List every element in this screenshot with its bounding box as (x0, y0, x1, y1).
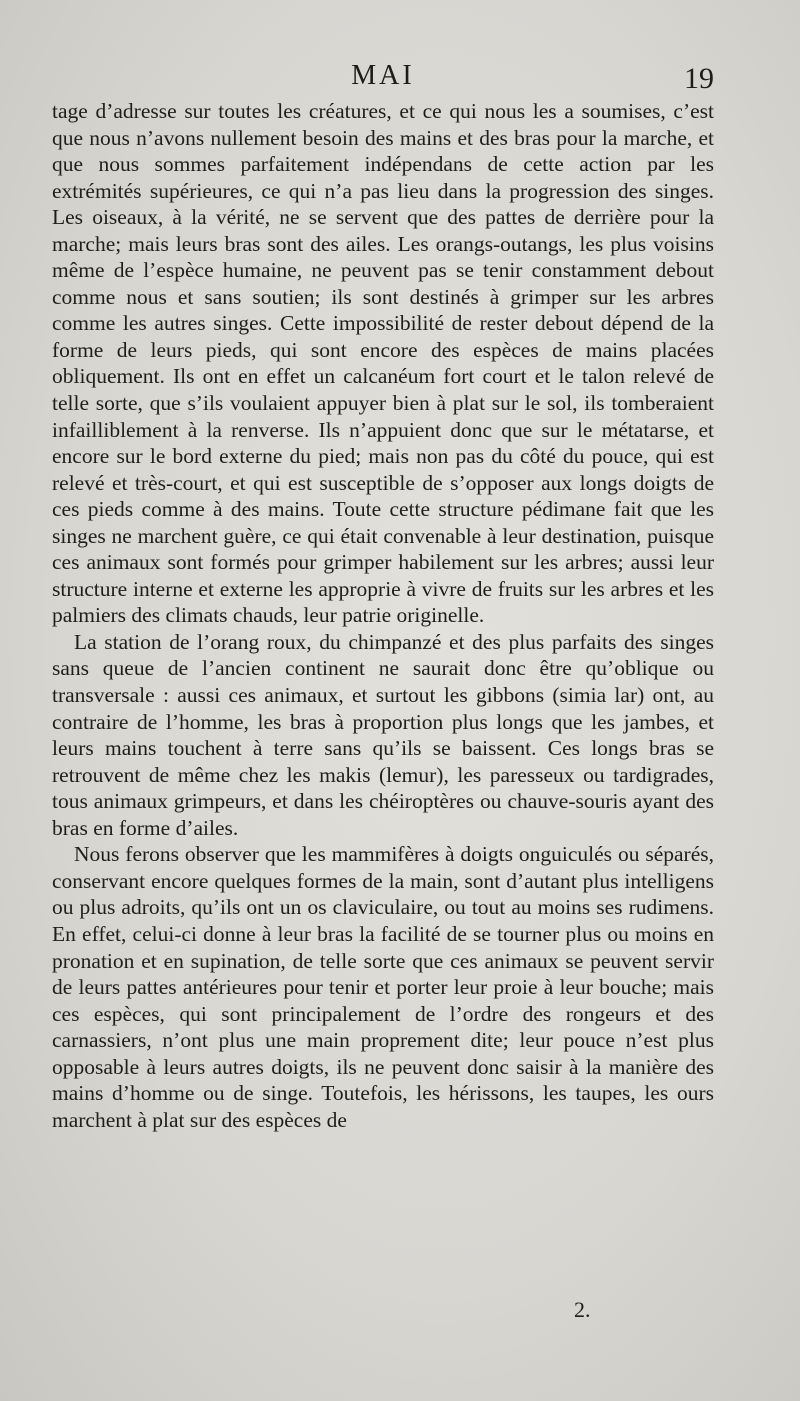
running-title: MAI (351, 60, 415, 91)
page-header (52, 60, 714, 100)
paragraph: La station de l’orang roux, du chimpanzé et des plus parfaits des singes sans queue de l’ancien continent ne saurait donc être qu’oblique ou transversale : aussi ces animaux, et surtout les gibbons (simia lar) ont, au contraire de l’homme, les bras à proportion plus longs que les jambes, et leurs mains touchent à terre sans qu’ils se baissent. Ces longs bras se retrouvent de même chez les makis (lemur), les paresseux ou tardigrades, tous animaux grimpeurs, et dans les chéiroptères ou chauve-souris ayant des bras en forme d’ailes. (52, 629, 714, 840)
body-text (52, 98, 714, 1133)
page-number: 19 (684, 62, 714, 95)
paragraph: Nous ferons observer que les mammifères à doigts onguiculés ou séparés, conservant encore quelques formes de la main, sont d’autant plus intelligens ou plus adroits, qu’ils ont un os claviculaire, ou tout au moins ses rudimens. En effet, celui-ci donne à leur bras la facilité de se tourner plus ou moins en pronation et en supination, de telle sorte que ces animaux se peuvent servir de leurs pattes antérieures pour tenir et porter leur proie à leur bouche; mais ces espèces, qui sont principalement de l’ordre des rongeurs et des carnassiers, n’ont plus une main proprement dite; leur pouce n’est plus opposable à leurs autres doigts, ils ne peuvent donc saisir à la manière des mains d’homme ou de singe. Toutefois, les hérissons, les taupes, les ours marchent à plat sur des espèces de (52, 842, 714, 1132)
signature-mark: 2. (574, 1297, 591, 1322)
paragraph-continuation: tage d’adresse sur toutes les créatures, et ce qui nous les a soumises, c’est que nous n’avons nullement besoin des mains et des bras pour la marche, et que nous sommes parfaitement indépendans de cette action par les extrémités supérieures, ce qui n’a pas lieu dans la progression des singes. Les oiseaux, à la vérité, ne se servent que des pattes de derrière pour la marche; mais leurs bras sont des ailes. Les orangs-outangs, les plus voisins même de l’espèce humaine, ne peuvent pas se tenir constamment debout comme nous et sans soutien; ils sont destinés à grimper sur les arbres comme les autres singes. Cette impossibilité de rester debout dépend de la forme de leurs pieds, qui sont encore des espèces de mains placées obliquement. Ils ont en effet un calcanéum fort court et le talon relevé de telle sorte, que s’ils voulaient appuyer bien à plat sur le sol, ils tomberaient infailliblement à la renverse. Ils n’appuient donc que sur le métatarse, et encore sur le bord externe du pied; mais non pas du côté du pouce, qui est relevé et très-court, et qui est susceptible de s’opposer aux longs doigts de ces pieds comme à des mains. Toute cette structure pédimane fait que les singes ne marchent guère, ce qui était convenable à leur destination, puisque ces animaux sont formés pour grimper habilement sur les arbres; aussi leur structure interne et externe les approprie à vivre de fruits sur les arbres et les palmiers des climats chauds, leur patrie originelle. (52, 99, 714, 628)
